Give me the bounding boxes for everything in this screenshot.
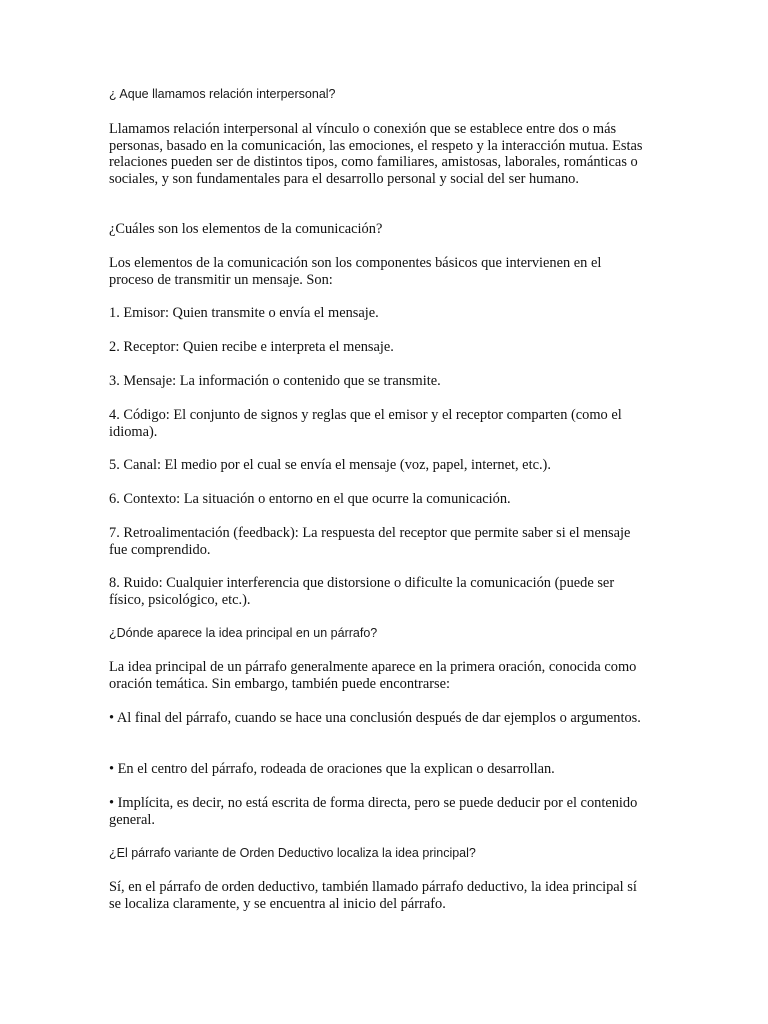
intro-communication-elements: Los elementos de la comunicación son los componentes básicos que intervienen en el proceso de transmitir un mensaje. Son:: [109, 255, 602, 288]
bullet-item-centro: • En el centro del párrafo, rodeada de oraciones que la explican o desarrollan.: [109, 761, 555, 777]
list-item-mensaje: 3. Mensaje: La información o contenido que se transmite.: [109, 373, 441, 389]
question-deductive: ¿El párrafo variante de Orden Deductivo localiza la idea principal?: [109, 846, 476, 860]
list-item-canal: 5. Canal: El medio por el cual se envía el mensaje (voz, papel, internet, etc.).: [109, 457, 551, 473]
list-item-retroalimentacion: 7. Retroalimentación (feedback): La respuesta del receptor que permite saber si el mensaje fue comprendido.: [109, 525, 631, 558]
list-item-ruido: 8. Ruido: Cualquier interferencia que distorsione o dificulte la comunicación (puede ser físico, psicológico, etc.).: [109, 575, 615, 608]
bullet-item-final: • Al final del párrafo, cuando se hace una conclusión después de dar ejemplos o argumentos.: [109, 710, 641, 726]
list-item-contexto: 6. Contexto: La situación o entorno en el que ocurre la comunicación.: [109, 491, 511, 507]
list-item-receptor: 2. Receptor: Quien recibe e interpreta el mensaje.: [109, 339, 394, 355]
answer-deductive: Sí, en el párrafo de orden deductivo, también llamado párrafo deductivo, la idea principal sí se localiza claramente, y se encuentra al inicio del párrafo.: [109, 879, 637, 912]
list-item-emisor: 1. Emisor: Quien transmite o envía el mensaje.: [109, 305, 379, 321]
list-item-codigo: 4. Código: El conjunto de signos y reglas que el emisor y el receptor comparten (como el idioma).: [109, 407, 622, 440]
bullet-item-implicita: • Implícita, es decir, no está escrita de forma directa, pero se puede deducir por el contenido general.: [109, 795, 638, 828]
intro-main-idea: La idea principal de un párrafo generalmente aparece en la primera oración, conocida como oración temática. Sin embargo, también puede encontrarse:: [109, 659, 637, 692]
question-communication-elements: ¿Cuáles son los elementos de la comunicación?: [109, 221, 383, 237]
question-main-idea: ¿Dónde aparece la idea principal en un párrafo?: [109, 626, 378, 640]
answer-interpersonal: Llamamos relación interpersonal al vínculo o conexión que se establece entre dos o más personas, basado en la comunicación, las emociones, el respeto y la interacción mutua. Estas relaciones pueden ser de distintos tipos, como familiares, amistosas, laborales, románticas o sociales, y son fundamentales para el desarrollo personal y social del ser humano.: [109, 121, 643, 187]
question-interpersonal: ¿ Aque llamamos relación interpersonal?: [109, 87, 336, 101]
